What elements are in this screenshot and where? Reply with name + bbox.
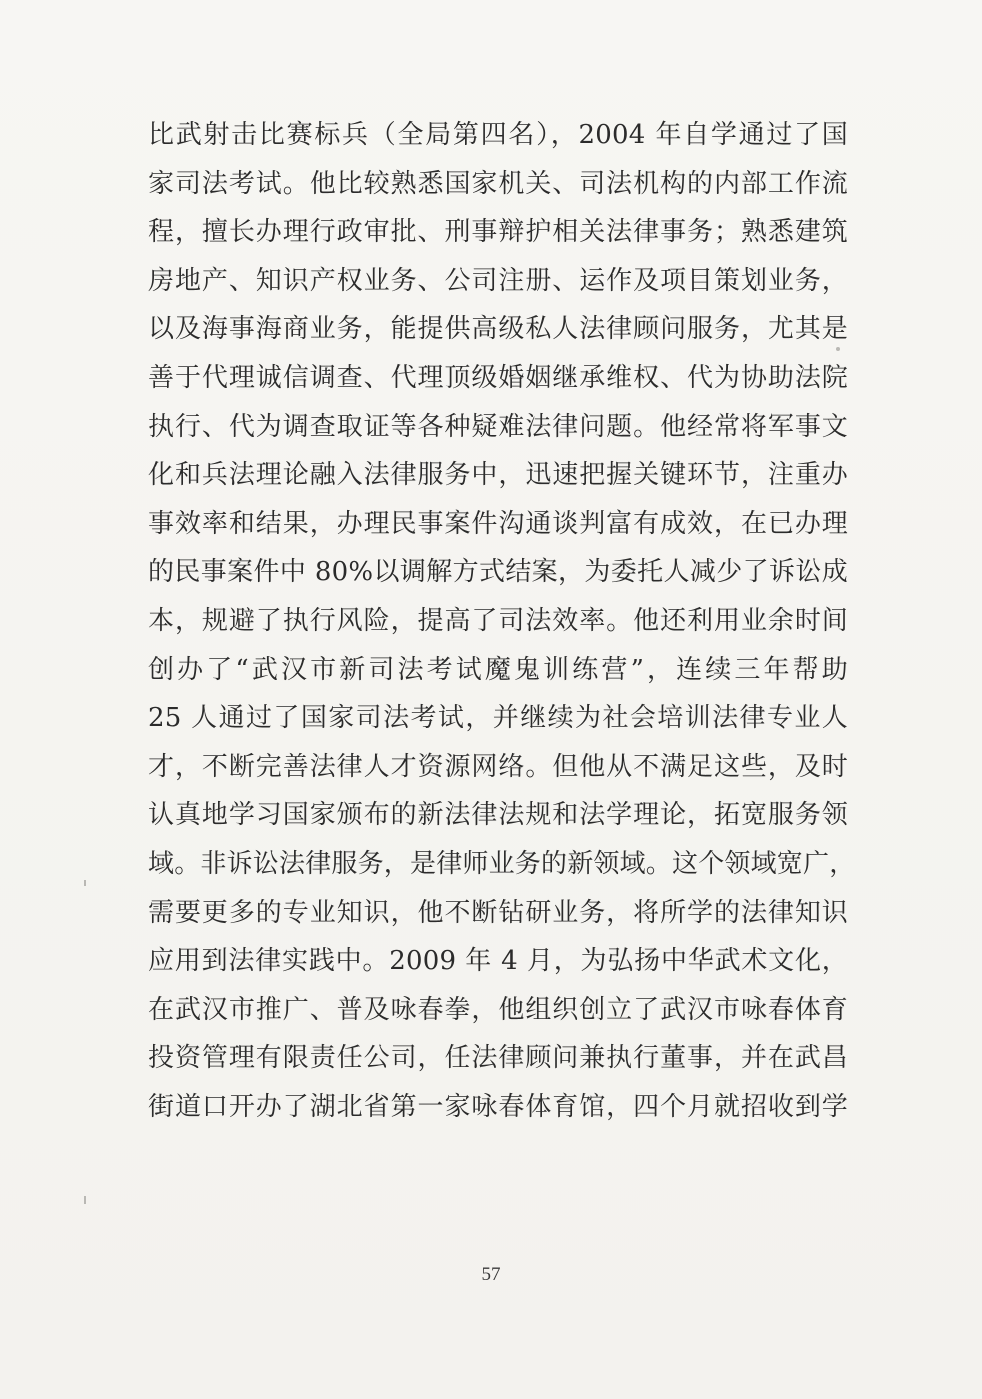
scan-speck: [84, 880, 86, 886]
text-line: 25 人通过了国家司法考试，并继续为社会培训法律专业人: [148, 703, 848, 734]
text-line: 化和兵法理论融入法律服务中，迅速把握关键环节，注重办: [148, 460, 848, 491]
text-line: 比武射击比赛标兵（全局第四名），2004 年自学通过了国: [148, 120, 848, 150]
text-line: 房地产、知识产权业务、公司注册、运作及项目策划业务，: [148, 265, 848, 296]
text-line: 认真地学习国家颁布的新法律法规和法学理论，拓宽服务领: [148, 800, 848, 831]
text-line: 创办了“武汉市新司法考试魔鬼训练营”，连续三年帮助: [148, 654, 848, 685]
text-line: 家司法考试。他比较熟悉国家机关、司法机构的内部工作流: [148, 168, 848, 199]
text-line: 需要更多的专业知识，他不断钻研业务，将所学的法律知识: [148, 897, 848, 928]
text-line: 的民事案件中 80%以调解方式结案，为委托人减少了诉讼成: [148, 557, 848, 588]
text-line: 投资管理有限责任公司，任法律顾问兼执行董事，并在武昌: [148, 1043, 848, 1074]
text-line: 善于代理诚信调查、代理顶级婚姻继承维权、代为协助法院: [148, 362, 848, 393]
text-line: 在武汉市推广、普及咏春拳，他组织创立了武汉市咏春体育: [148, 994, 848, 1025]
scan-speck: [84, 1196, 86, 1204]
text-line: 事效率和结果，办理民事案件沟通谈判富有成效，在已办理: [148, 508, 848, 539]
text-line: 本，规避了执行风险，提高了司法效率。他还利用业余时间: [148, 605, 848, 636]
text-line: 执行、代为调查取证等各种疑难法律问题。他经常将军事文: [148, 411, 848, 442]
text-line: 以及海事海商业务，能提供高级私人法律顾问服务，尤其是: [148, 314, 848, 345]
text-line: 才，不断完善法律人才资源网络。但他从不满足这些，及时: [148, 751, 848, 782]
text-line: 程，擅长办理行政审批、刑事辩护相关法律事务；熟悉建筑: [148, 217, 848, 248]
text-line: 应用到法律实践中。2009 年 4 月，为弘扬中华武术文化，: [148, 946, 848, 977]
text-line: 域。非诉讼法律服务，是律师业务的新领域。这个领域宽广，: [148, 848, 856, 879]
body-text: [148, 111, 856, 1131]
page-number: 57: [481, 1264, 501, 1285]
text-line: 街道口开办了湖北省第一家咏春体育馆，四个月就招收到学: [148, 1091, 848, 1122]
